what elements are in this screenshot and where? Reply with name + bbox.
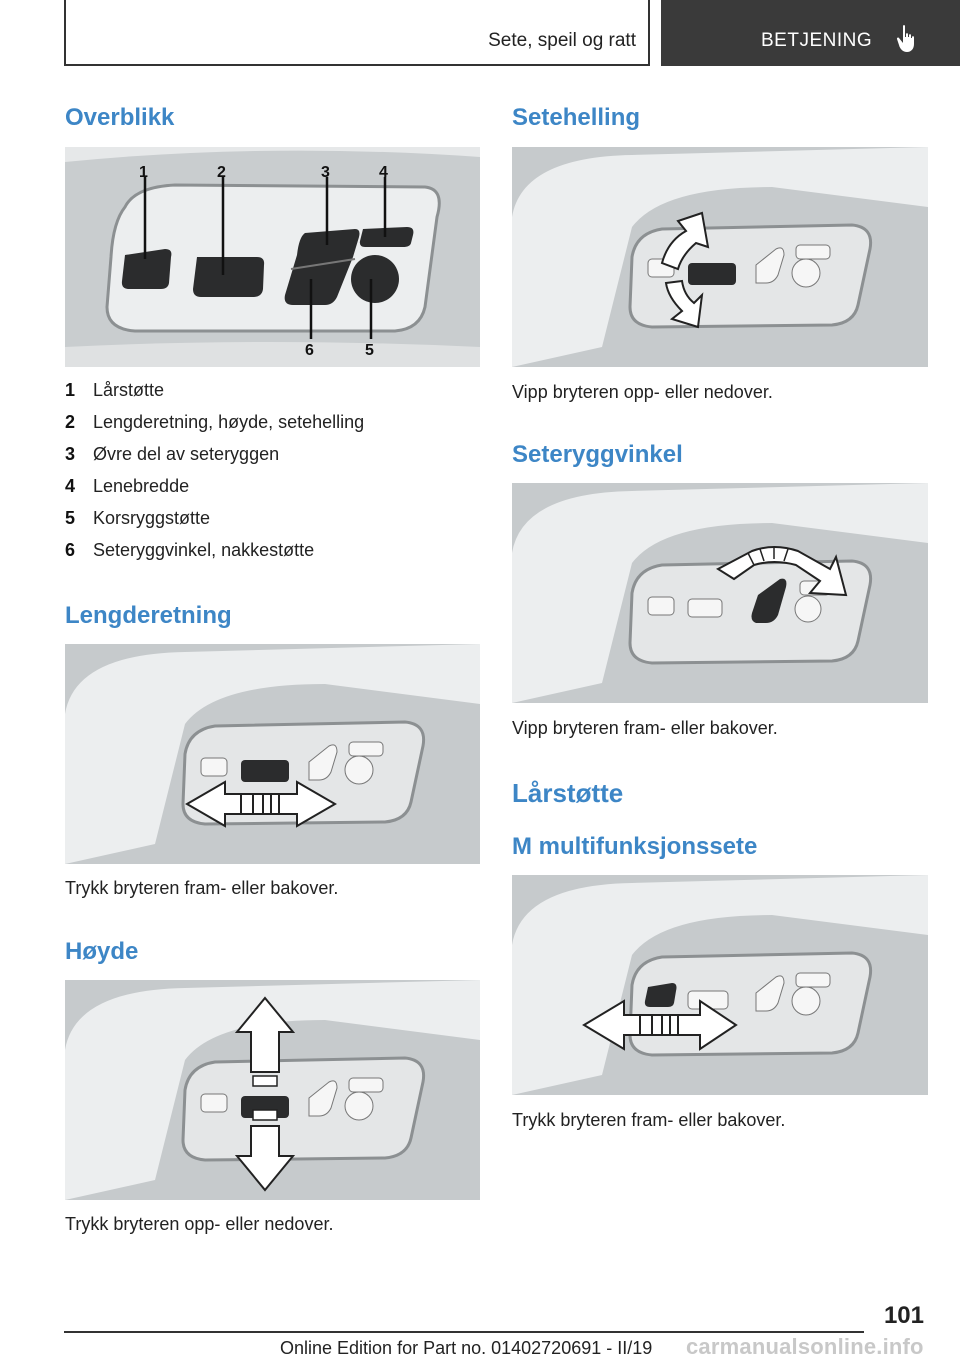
backrest-figure [512, 483, 928, 703]
legend-text: Lenebredde [93, 476, 190, 496]
callout-6: 6 [305, 342, 314, 359]
header-section-title: Sete, speil og ratt [488, 30, 636, 51]
length-caption: Trykk bryteren fram- eller bakover. [65, 878, 339, 898]
thigh-heading: Lårstøtte [512, 778, 624, 808]
pointing-hand-icon [895, 24, 919, 54]
watermark: carmanualsonline.info [686, 1334, 924, 1359]
legend-text: Øvre del av seteryggen [93, 444, 280, 464]
legend-number: 4 [65, 476, 76, 496]
legend-number: 1 [65, 380, 76, 400]
header-chapter-box [661, 0, 960, 66]
tilt-figure [512, 147, 928, 367]
footer-rule [64, 1331, 864, 1333]
header-chapter-title: BETJENING [761, 30, 873, 51]
callout-1: 1 [139, 164, 148, 181]
callout-5: 5 [365, 342, 374, 359]
legend-number: 5 [65, 508, 76, 528]
legend-item [65, 444, 364, 476]
backrest-caption: Vipp bryteren fram- eller bakover. [512, 718, 778, 738]
height-heading: Høyde [65, 938, 139, 965]
thigh-subheading: M multifunksjonssete [512, 833, 758, 860]
legend-number: 2 [65, 412, 76, 432]
callout-3: 3 [321, 164, 330, 181]
length-figure [65, 644, 480, 864]
overview-figure [65, 147, 480, 367]
tilt-heading: Setehelling [512, 104, 641, 131]
overview-legend [65, 380, 364, 572]
length-heading: Lengderetning [65, 602, 232, 629]
backrest-heading: Seteryggvinkel [512, 441, 683, 468]
legend-number: 6 [65, 540, 76, 560]
tilt-caption: Vipp bryteren opp- eller nedover. [512, 382, 773, 402]
footer-edition: Online Edition for Part no. 01402720691 - II/19 [280, 1338, 653, 1358]
page-number: 101 [883, 1302, 924, 1329]
legend-item [65, 412, 364, 444]
legend-item [65, 476, 364, 508]
legend-item [65, 540, 364, 572]
callout-4: 4 [379, 164, 388, 181]
overview-heading: Overblikk [65, 104, 175, 131]
height-figure [65, 980, 480, 1200]
height-caption: Trykk bryteren opp- eller nedover. [65, 1214, 334, 1234]
legend-text: Lengderetning, høyde, setehelling [93, 412, 365, 432]
legend-text: Korsryggstøtte [93, 508, 211, 528]
legend-text: Seteryggvinkel, nakkestøtte [93, 540, 315, 560]
callout-2: 2 [217, 164, 226, 181]
legend-item [65, 508, 364, 540]
legend-number: 3 [65, 444, 76, 464]
header-section-box [64, 0, 650, 66]
thigh-figure [512, 875, 928, 1095]
legend-text: Lårstøtte [93, 380, 165, 400]
legend-item [65, 380, 364, 412]
thigh-caption: Trykk bryteren fram- eller bakover. [512, 1110, 786, 1130]
